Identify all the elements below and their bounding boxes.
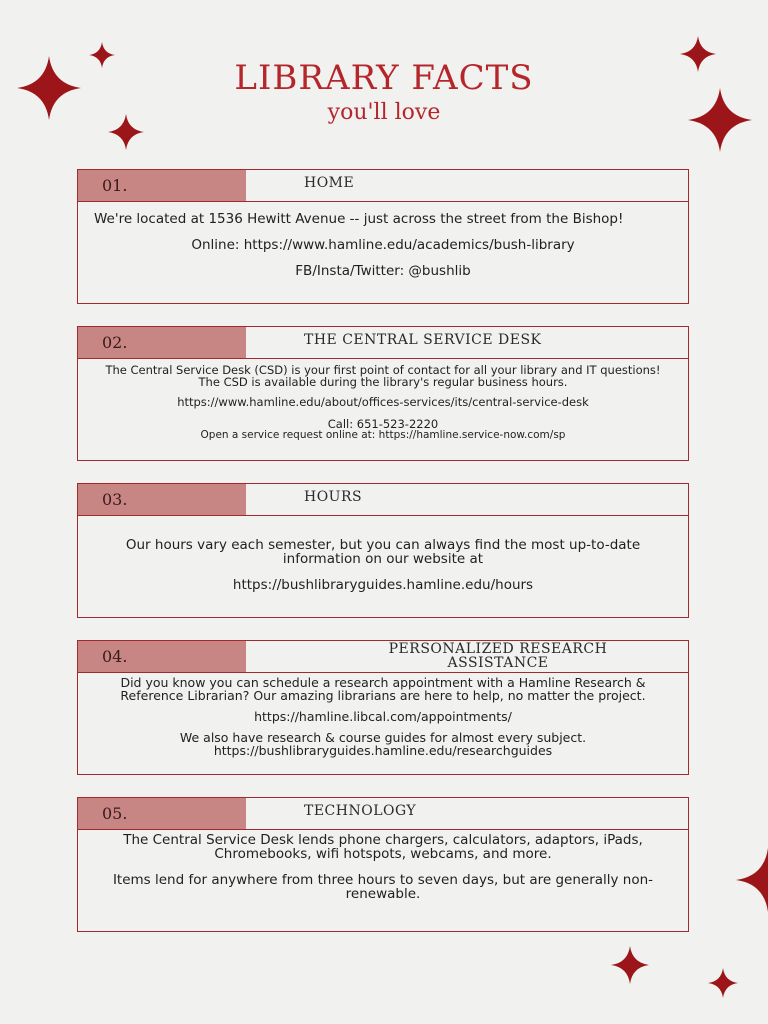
social-handles: FB/Insta/Twitter: @bushlib — [295, 263, 471, 279]
description-text: The Central Service Desk (CSD) is your first point of contact for all your library and IT questions! The CSD is available during the library's regular business hours. — [105, 363, 661, 389]
phone-number: Call: 651-523-2220 — [327, 417, 439, 431]
card-title: PERSONALIZED RESEARCH ASSISTANCE — [388, 641, 608, 671]
card-header — [78, 484, 688, 516]
guides-url[interactable]: https://bushlibraryguides.hamline.edu/researchguides — [213, 743, 553, 758]
card-body — [78, 202, 688, 278]
card-number: 04. — [78, 641, 246, 672]
hours-url[interactable]: https://bushlibraryguides.hamline.edu/hours — [232, 577, 534, 593]
card-number: 01. — [78, 170, 246, 201]
service-request-link[interactable]: Open a service request online at: https://hamline.service-now.com/sp — [200, 429, 566, 441]
card-body — [78, 516, 688, 592]
description-text: Our hours vary each semester, but you can always find the most up-to-date information on our website at — [125, 537, 641, 567]
fact-card-research-assistance — [77, 640, 689, 775]
card-title: THE CENTRAL SERVICE DESK — [304, 332, 542, 348]
sparkle-star-icon — [596, 946, 664, 984]
sparkle-star-icon — [706, 848, 768, 912]
page-subtitle: you'll love — [327, 100, 441, 125]
card-title: HOURS — [304, 489, 363, 505]
card-number: 03. — [78, 484, 246, 515]
card-body — [78, 359, 688, 441]
description-text: Did you know you can schedule a research appointment with a Hamline Research & Reference Librarian? Our amazing librarians are here to help, no matter the project. — [120, 675, 646, 703]
card-title: HOME — [304, 175, 355, 191]
page-title: LIBRARY FACTS — [234, 58, 534, 98]
loan-text: Items lend for anywhere from three hours to seven days, but are generally non-renewable. — [112, 872, 654, 902]
card-header — [78, 641, 688, 673]
card-title: TECHNOLOGY — [304, 803, 417, 819]
sparkle-star-icon — [698, 968, 748, 998]
online-link[interactable]: Online: https://www.hamline.edu/academics/bush-library — [191, 237, 575, 253]
fact-card-technology — [77, 797, 689, 932]
address-text: We're located at 1536 Hewitt Avenue -- just across the street from the Bishop! — [94, 211, 624, 227]
card-header — [78, 327, 688, 359]
card-number: 05. — [78, 798, 246, 829]
card-body — [78, 673, 688, 757]
card-number: 02. — [78, 327, 246, 358]
guides-text: We also have research & course guides for almost every subject. — [179, 730, 587, 745]
appointments-url[interactable]: https://hamline.libcal.com/appointments/ — [254, 709, 512, 724]
card-header — [78, 798, 688, 830]
description-text: The Central Service Desk lends phone chargers, calculators, adaptors, iPads, Chromebooks, wifi hotspots, webcams, and more. — [123, 832, 643, 862]
fact-card-central-service-desk — [77, 326, 689, 461]
fact-card-hours — [77, 483, 689, 618]
card-header — [78, 170, 688, 202]
card-body — [78, 830, 688, 901]
csd-url[interactable]: https://www.hamline.edu/about/offices-services/its/central-service-desk — [177, 395, 589, 409]
fact-card-home — [77, 169, 689, 304]
